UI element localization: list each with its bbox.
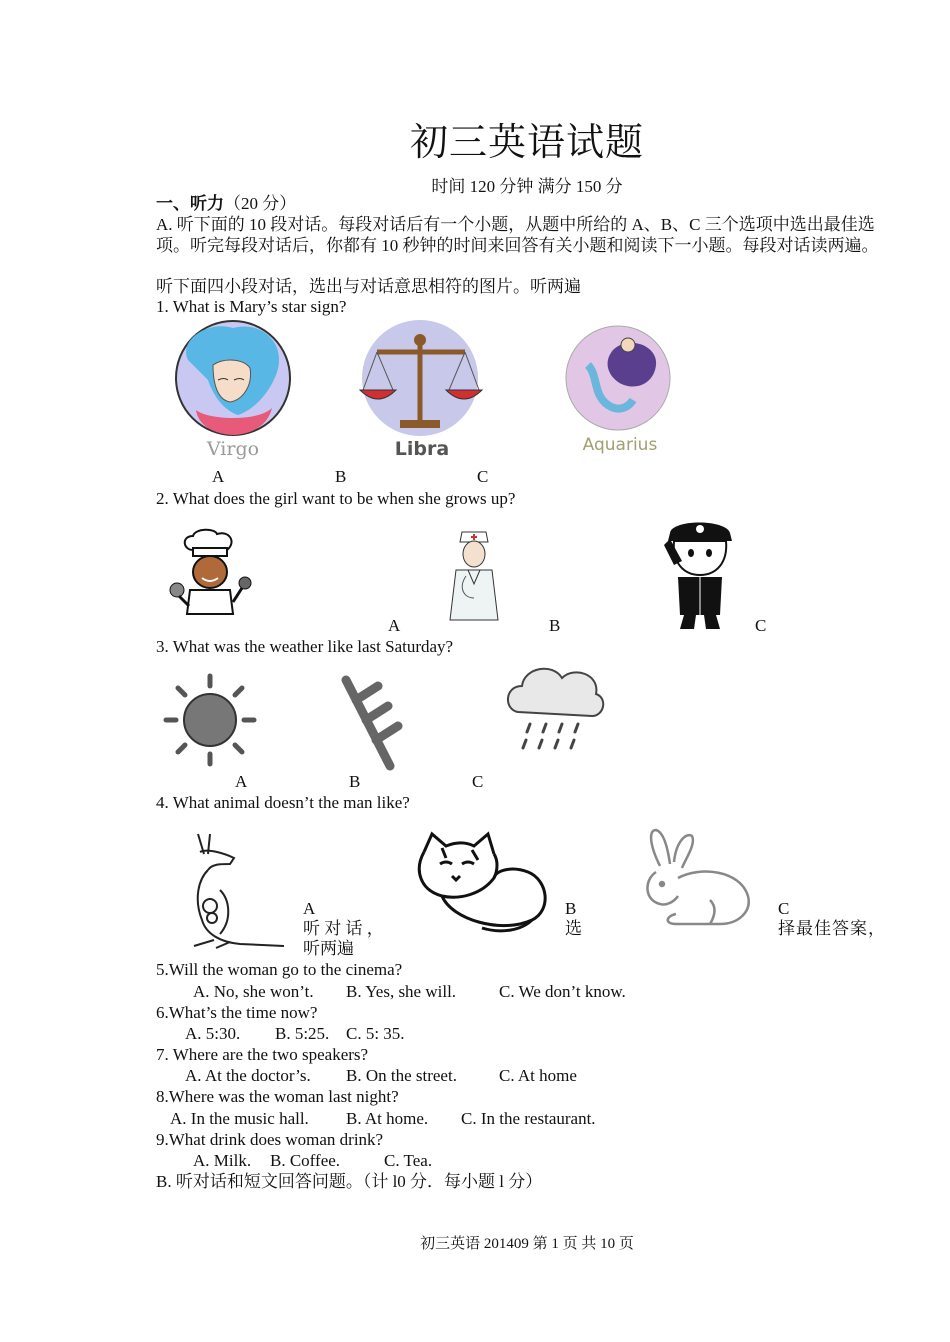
aquarius-caption: Aquarius bbox=[582, 435, 658, 455]
doctor-image bbox=[438, 528, 510, 623]
kangaroo-image bbox=[180, 830, 290, 952]
q9-choice-c: C. Tea. bbox=[384, 1151, 433, 1170]
q1-option-c: C bbox=[477, 467, 489, 486]
q4-option-b: B bbox=[565, 899, 577, 918]
part-b-instruction: B. 听对话和短文回答问题。（计 l0 分．每小题 l 分） bbox=[156, 1172, 543, 1191]
q1-option-b: B bbox=[335, 467, 347, 486]
q6-choice-a: A. 5:30. bbox=[185, 1024, 241, 1043]
q7-choice-c: C. At home bbox=[499, 1066, 577, 1085]
libra-caption: Libra bbox=[394, 438, 450, 460]
windy-icon bbox=[318, 666, 433, 774]
q9-choice-b: B. Coffee. bbox=[270, 1151, 341, 1170]
q6-choice-c: C. 5: 35. bbox=[346, 1024, 405, 1043]
question-8: 8.Where was the woman last night? bbox=[156, 1087, 399, 1106]
question-7: 7. Where are the two speakers? bbox=[156, 1045, 369, 1064]
q6-choice-b: B. 5:25. bbox=[275, 1024, 330, 1043]
question-6: 6.What’s the time now? bbox=[156, 1003, 318, 1022]
q4-option-a: A bbox=[303, 899, 316, 918]
exam-info: 时间 120 分钟 满分 150 分 bbox=[431, 177, 623, 196]
q2-option-c: C bbox=[755, 616, 767, 635]
q3-option-b: B bbox=[349, 772, 361, 791]
part-a-sub-instruction: 听下面四小段对话，选出与对话意思相符的图片。听两遍 bbox=[156, 277, 581, 296]
q7-choice-a: A. At the doctor’s. bbox=[185, 1066, 311, 1085]
q5-choice-b: B. Yes, she will. bbox=[346, 982, 457, 1001]
aquarius-image bbox=[558, 320, 683, 465]
q5-choice-a: A. No, she won’t. bbox=[193, 982, 314, 1001]
q3-option-a: A bbox=[235, 772, 248, 791]
q2-option-a: A bbox=[388, 616, 401, 635]
cat-image bbox=[412, 830, 552, 938]
section-heading bbox=[156, 193, 296, 214]
q4-option-c: C bbox=[778, 899, 790, 918]
q9-choice-a: A. Milk. bbox=[193, 1151, 252, 1170]
q8-choice-a: A. In the music hall. bbox=[170, 1109, 309, 1128]
sunny-icon bbox=[158, 670, 263, 770]
rainy-icon bbox=[500, 656, 610, 766]
section-heading-rest: （20 分） bbox=[224, 194, 297, 213]
virgo-caption: Virgo bbox=[206, 438, 260, 460]
libra-image bbox=[355, 320, 490, 465]
q7-choice-b: B. On the street. bbox=[346, 1066, 457, 1085]
listen-instruction-part-2: 听两遍 bbox=[303, 939, 354, 958]
police-officer-image bbox=[660, 515, 740, 630]
part-a-instruction: A. 听下面的 10 段对话。每段对话后有一个小题，从题中所给的 A、B、C 三个选项中选出最佳选项。听完每段对话后，你都有 10 秒钟的时间来回答有关小题和阅读下一小题。每段对话读两遍。 bbox=[156, 215, 879, 255]
page-title: 初三英语试题 bbox=[409, 120, 644, 164]
question-9: 9.What drink does woman drink? bbox=[156, 1130, 384, 1149]
virgo-image bbox=[168, 320, 298, 465]
question-3: 3. What was the weather like last Saturday? bbox=[156, 637, 454, 656]
question-2: 2. What does the girl want to be when she grows up? bbox=[156, 489, 516, 508]
listen-instruction-part-4: 择最佳答案， bbox=[778, 919, 886, 938]
listen-instruction-part-3: 选 bbox=[565, 919, 582, 938]
q3-option-c: C bbox=[472, 772, 484, 791]
page-footer: 初三英语 201409 第 1 页 共 10 页 bbox=[420, 1236, 634, 1252]
question-5: 5.Will the woman go to the cinema? bbox=[156, 960, 403, 979]
rabbit-image bbox=[630, 826, 760, 938]
q1-option-a: A bbox=[212, 467, 225, 486]
q2-option-b: B bbox=[549, 616, 561, 635]
chef-image bbox=[165, 528, 257, 618]
section-heading-bold: 一、听力 bbox=[156, 194, 224, 213]
q5-choice-c: C. We don’t know. bbox=[499, 982, 626, 1001]
listen-instruction-part-1: 听 对 话 ， bbox=[303, 919, 384, 938]
question-1: 1. What is Mary’s star sign? bbox=[156, 297, 347, 316]
q8-choice-c: C. In the restaurant. bbox=[461, 1109, 596, 1128]
question-4: 4. What animal doesn’t the man like? bbox=[156, 793, 410, 812]
q8-choice-b: B. At home. bbox=[346, 1109, 429, 1128]
